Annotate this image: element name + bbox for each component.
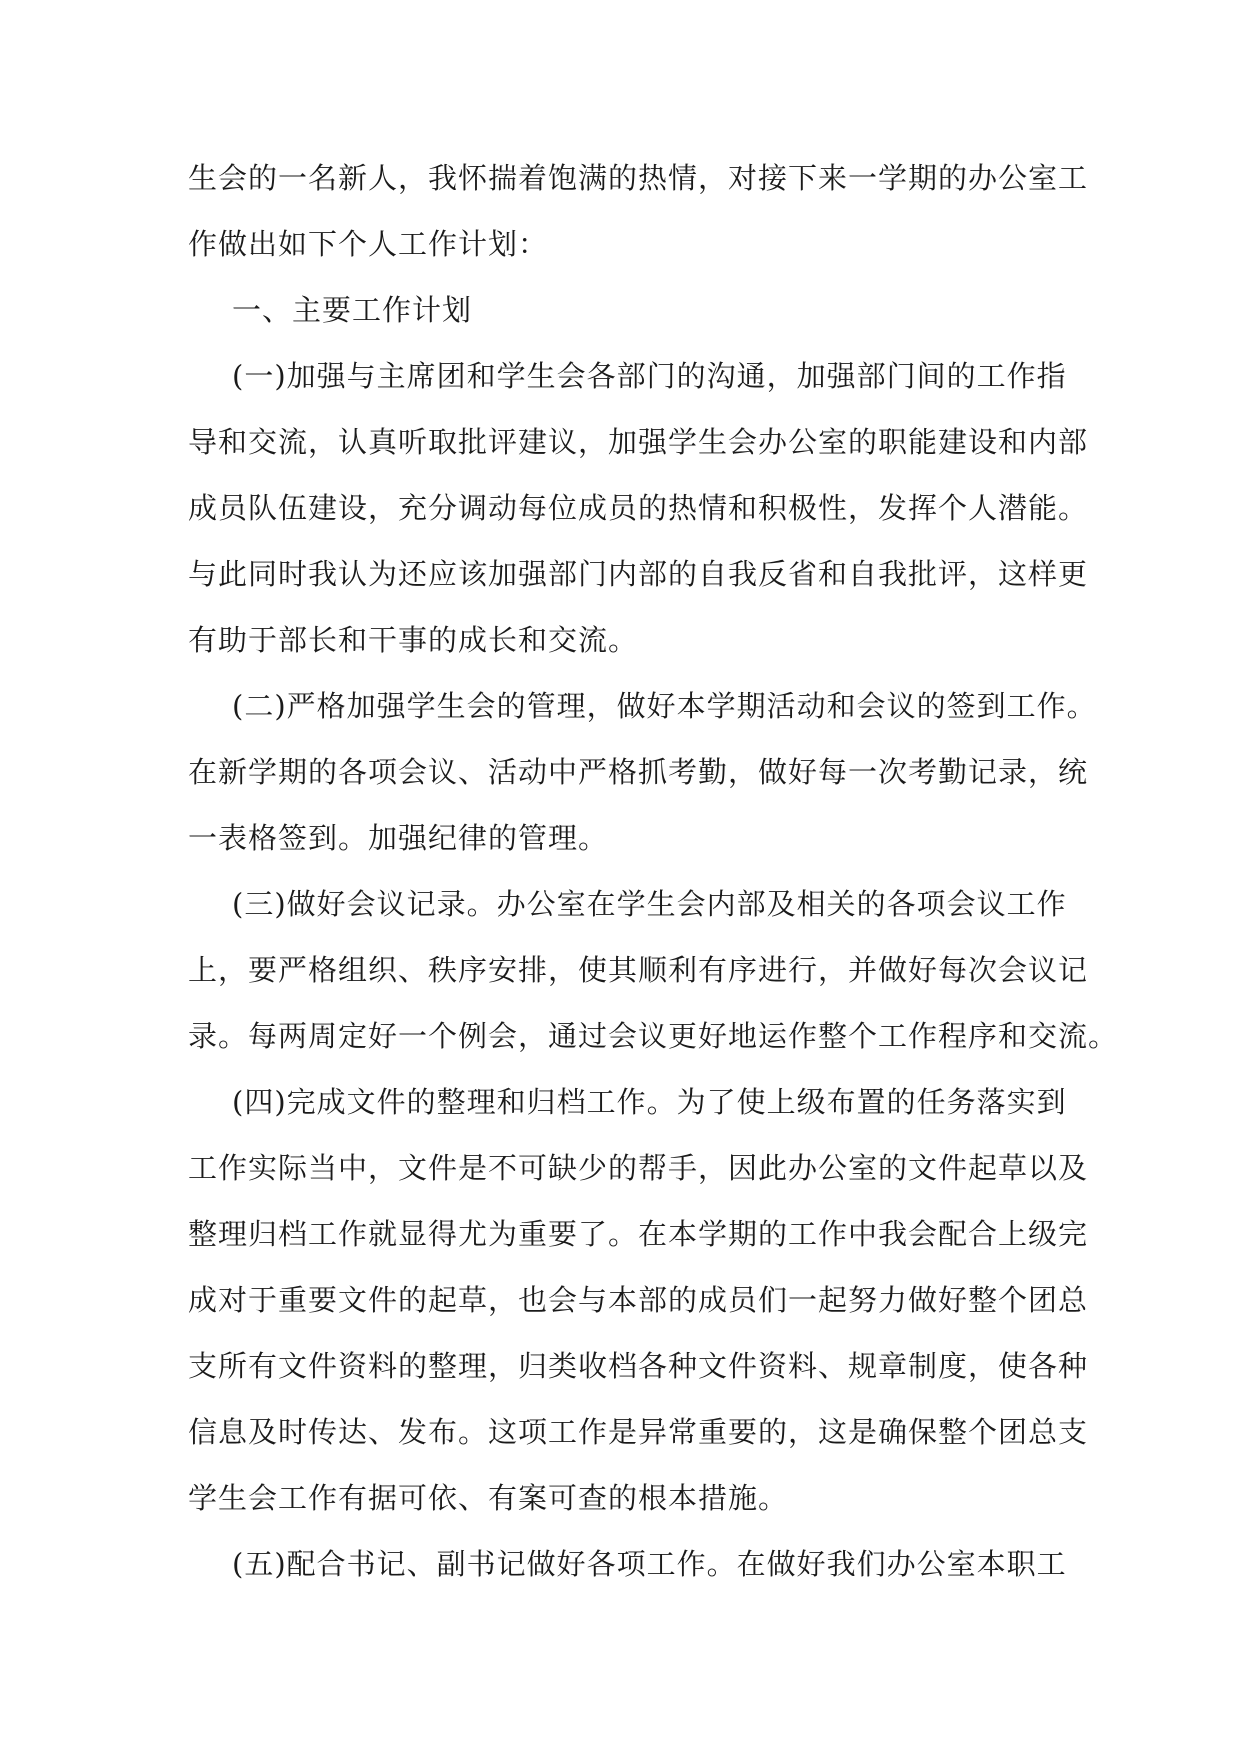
text-line: 一表格签到。加强纪律的管理。 — [188, 821, 609, 855]
paragraph-start-line: (一)加强与主席团和学生会各部门的沟通，加强部门间的工作指 — [232, 359, 1067, 393]
text-line: 整理归档工作就显得尤为重要了。在本学期的工作中我会配合上级完 — [188, 1217, 1089, 1251]
section-heading: 一、主要工作计划 — [232, 293, 473, 327]
text-line: 支所有文件资料的整理，归类收档各种文件资料、规章制度，使各种 — [188, 1349, 1089, 1383]
text-line: 有助于部长和干事的成长和交流。 — [188, 623, 639, 657]
text-line: 生会的一名新人，我怀揣着饱满的热情，对接下来一学期的办公室工 — [188, 161, 1089, 195]
text-line: 成员队伍建设，充分调动每位成员的热情和积极性，发挥个人潜能。 — [188, 491, 1089, 525]
text-line: 成对于重要文件的起草，也会与本部的成员们一起努力做好整个团总 — [188, 1283, 1089, 1317]
text-line: 在新学期的各项会议、活动中严格抓考勤，做好每一次考勤记录，统 — [188, 755, 1089, 789]
text-line: 导和交流，认真听取批评建议，加强学生会办公室的职能建设和内部 — [188, 425, 1089, 459]
paragraph-start-line: (三)做好会议记录。办公室在学生会内部及相关的各项会议工作 — [232, 887, 1067, 921]
text-line: 录。每两周定好一个例会，通过会议更好地运作整个工作程序和交流。 — [188, 1019, 1119, 1053]
text-line: 学生会工作有据可依、有案可查的根本措施。 — [188, 1481, 789, 1515]
text-line: 上，要严格组织、秩序安排，使其顺利有序进行，并做好每次会议记 — [188, 953, 1089, 987]
paragraph-start-line: (四)完成文件的整理和归档工作。为了使上级布置的任务落实到 — [232, 1085, 1067, 1119]
text-line: 作做出如下个人工作计划： — [188, 227, 549, 261]
text-line: 信息及时传达、发布。这项工作是异常重要的，这是确保整个团总支 — [188, 1415, 1089, 1449]
paragraph-start-line: (五)配合书记、副书记做好各项工作。在做好我们办公室本职工 — [232, 1547, 1067, 1581]
text-line: 工作实际当中，文件是不可缺少的帮手，因此办公室的文件起草以及 — [188, 1151, 1089, 1185]
text-line: 与此同时我认为还应该加强部门内部的自我反省和自我批评，这样更 — [188, 557, 1089, 591]
paragraph-start-line: (二)严格加强学生会的管理，做好本学期活动和会议的签到工作。 — [232, 689, 1097, 723]
document-body — [188, 158, 1119, 1610]
